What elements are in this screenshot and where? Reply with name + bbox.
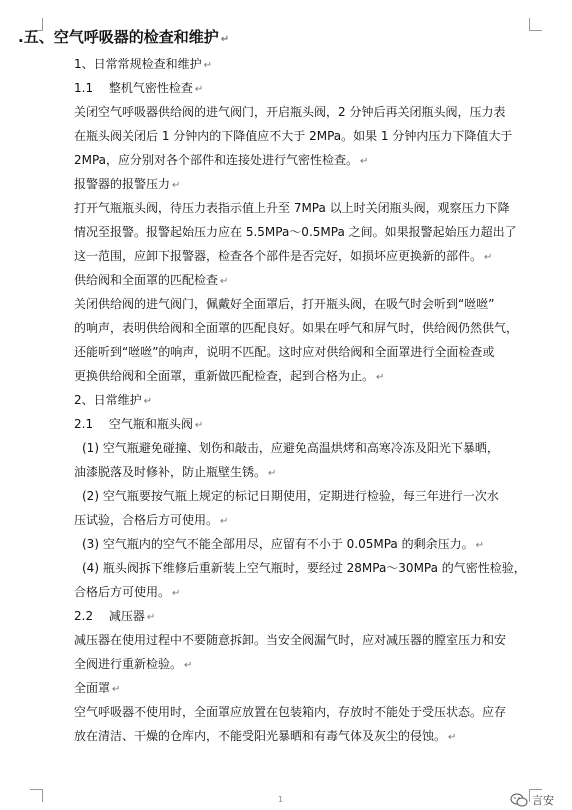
paragraph-mark: ↵ xyxy=(203,60,213,71)
paragraph-mark: ↵ xyxy=(172,588,181,599)
paragraph-mark: ↵ xyxy=(220,34,230,45)
text-line xyxy=(18,532,546,556)
section-title-text: .五、空气呼吸器的检查和维护 xyxy=(18,28,219,46)
paragraph-lines xyxy=(18,52,546,748)
text-line xyxy=(18,652,546,676)
paragraph-mark: ↵ xyxy=(475,540,484,551)
line-text: 2.1 空气瓶和瓶头阀 xyxy=(74,417,193,431)
paragraph-mark: ↵ xyxy=(376,372,385,383)
text-line xyxy=(18,100,546,124)
page-corner-marker xyxy=(30,789,43,802)
logo-text: 言安 xyxy=(532,794,554,807)
line-text: 打开气瓶瓶头阀，待压力表指示值上升至 7MPa 以上时关闭瓶头阀，观察压力下降 xyxy=(74,201,510,215)
line-text: 减压器在使用过程中不要随意拆卸。当安全阀漏气时，应对减压器的膛室压力和安 xyxy=(74,633,507,647)
paragraph-mark: ↵ xyxy=(184,660,193,671)
page-number: 1 xyxy=(278,795,284,804)
text-line xyxy=(18,556,546,580)
line-text: 还能听到“咝咝”的响声，说明不匹配。这时应对供给阀和全面罩进行全面检查或 xyxy=(74,345,495,359)
line-text: 关闭空气呼吸器供给阀的进气阀门，开启瓶头阀，2 分钟后再关闭瓶头阀，压力表 xyxy=(74,105,506,119)
paragraph-mark: ↵ xyxy=(360,156,369,167)
paragraph-mark: ↵ xyxy=(146,612,156,623)
text-line xyxy=(18,460,546,484)
paragraph-mark: ↵ xyxy=(172,180,181,191)
paragraph-mark: ↵ xyxy=(112,684,121,695)
wechat-icon xyxy=(510,793,528,807)
line-text: 2、日常维护 xyxy=(74,393,142,407)
line-text: 全面罩 xyxy=(74,681,111,695)
line-text: 空气呼吸器不使用时，全面罩应放置在包装箱内，存放时不能处于受压状态。应存 xyxy=(74,705,507,719)
line-text: (2) 空气瓶要按气瓶上规定的标记日期使用，定期进行检验，每三年进行一次水 xyxy=(82,489,499,503)
line-text: 关闭供给阀的进气阀门，佩戴好全面罩后，打开瓶头阀，在吸气时会听到“咝咝” xyxy=(74,297,495,311)
line-text: 1、日常常规检查和维护 xyxy=(74,57,202,71)
paragraph-mark: ↵ xyxy=(143,396,153,407)
document-body xyxy=(18,26,546,748)
text-line xyxy=(18,628,546,652)
paragraph-mark: ↵ xyxy=(268,468,277,479)
text-line xyxy=(18,388,546,412)
line-text: 供给阀和全面罩的匹配检查 xyxy=(74,273,219,287)
text-line xyxy=(18,508,546,532)
line-text: 在瓶头阀关闭后 1 分钟内的下降值应不大于 2MPa。如果 1 分钟内压力下降值大于 xyxy=(74,129,513,143)
line-text: (1) 空气瓶避免碰撞、划伤和敲击，应避免高温烘烤和高寒冷冻及阳光下暴晒， xyxy=(82,441,499,455)
text-line xyxy=(18,340,546,364)
watermark-logo xyxy=(510,792,554,808)
line-text: 油漆脱落及时修补，防止瓶壁生锈。 xyxy=(74,465,267,479)
text-line xyxy=(18,316,546,340)
line-text: (4) 瓶头阀拆下维修后重新装上空气瓶时，要经过 28MPa～30MPa 的气密性检验， xyxy=(82,561,526,575)
text-line xyxy=(18,700,546,724)
paragraph-mark: ↵ xyxy=(194,84,204,95)
line-text: 情况至报警。报警起始压力应在 5.5MPa～0.5MPa 之间。如果报警起始压力超出了 xyxy=(74,225,517,239)
line-text: 2.2 减压器 xyxy=(74,609,145,623)
line-text: 的响声，表明供给阀和全面罩的匹配良好。如果在呼气和屏气时，供给阀仍然供气， xyxy=(74,321,519,335)
line-text: 合格后方可使用。 xyxy=(74,585,171,599)
text-line xyxy=(18,124,546,148)
line-text: 放在清洁、干燥的仓库内，不能受阳光暴晒和有毒气体及灰尘的侵蚀。 xyxy=(74,729,447,743)
text-line xyxy=(18,604,546,628)
line-text: 1.1 整机气密性检查 xyxy=(74,81,193,95)
text-line xyxy=(18,580,546,604)
text-line xyxy=(18,148,546,172)
text-line xyxy=(18,172,546,196)
line-text: 这一范围，应卸下报警器，检查各个部件是否完好，如损坏应更换新的部件。 xyxy=(74,249,483,263)
line-text: 压试验，合格后方可使用。 xyxy=(74,513,219,527)
line-text: 更换供给阀和全面罩，重新做匹配检查，起到合格为止。 xyxy=(74,369,375,383)
line-text: 报警器的报警压力 xyxy=(74,177,171,191)
text-line xyxy=(18,268,546,292)
text-line xyxy=(18,76,546,100)
text-line xyxy=(18,196,546,220)
text-line xyxy=(18,436,546,460)
paragraph-mark: ↵ xyxy=(484,252,493,263)
text-line xyxy=(18,292,546,316)
text-line xyxy=(18,724,546,748)
section-title xyxy=(18,26,546,47)
line-text: (3) 空气瓶内的空气不能全部用尽，应留有不小于 0.05MPa 的剩余压力。 xyxy=(82,537,474,551)
paragraph-mark: ↵ xyxy=(220,276,229,287)
text-line xyxy=(18,52,546,76)
text-line xyxy=(18,244,546,268)
paragraph-mark: ↵ xyxy=(194,420,204,431)
text-line xyxy=(18,484,546,508)
paragraph-mark: ↵ xyxy=(448,732,457,743)
text-line xyxy=(18,364,546,388)
line-text: 2MPa，应分别对各个部件和连接处进行气密性检查。 xyxy=(74,153,359,167)
paragraph-mark: ↵ xyxy=(220,516,229,527)
text-line xyxy=(18,220,546,244)
line-text: 全阀进行重新检验。 xyxy=(74,657,183,671)
text-line xyxy=(18,412,546,436)
text-line xyxy=(18,676,546,700)
